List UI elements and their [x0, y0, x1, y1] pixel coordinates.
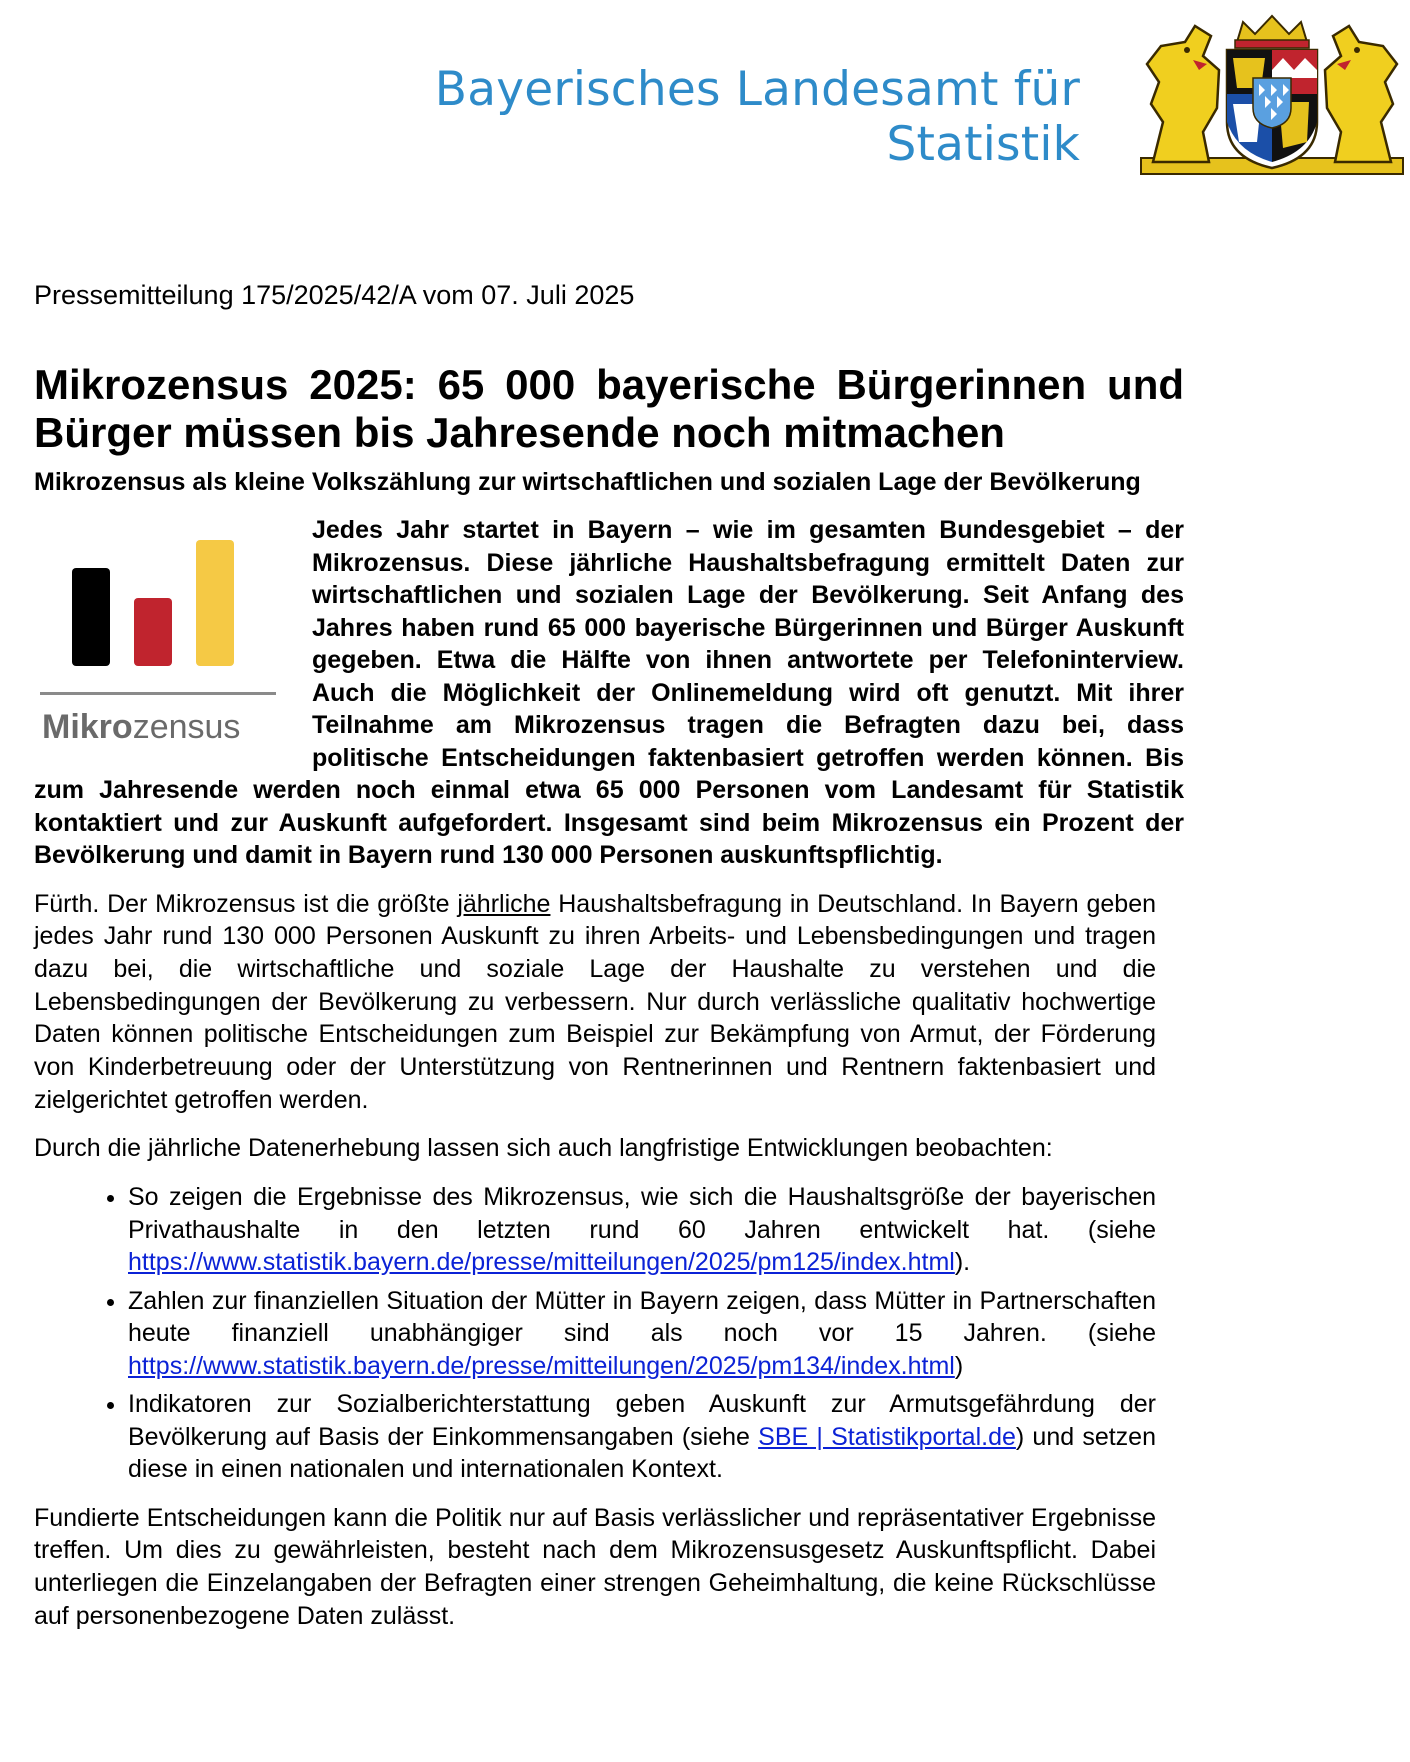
logo-bar-gold — [196, 540, 234, 666]
link-pm134[interactable]: https://www.statistik.bayern.de/presse/mitteilungen/2025/pm134/index.html — [128, 1351, 955, 1380]
press-release — [34, 280, 1184, 1632]
logo-bar-black — [72, 568, 110, 666]
bullet-after: ). — [954, 1248, 971, 1277]
lead-section — [34, 514, 1184, 872]
list-item — [128, 1285, 1156, 1383]
agency-name-line2: Statistik — [886, 117, 1080, 172]
link-pm125[interactable]: https://www.statistik.bayern.de/presse/mitteilungen/2025/pm125/index.html — [128, 1248, 955, 1277]
page-title: Mikrozensus 2025: 65 000 bayerische Bürgerinnen und Bürger müssen bis Jahresende noch mitmachen — [34, 361, 1184, 456]
para1-before: Fürth. Der Mikrozensus ist die größte — [34, 889, 458, 918]
svg-text:Mikrozensus — [42, 708, 240, 746]
bullet-after: ) und setzen diese in einen nationalen und internationalen Kontext. — [128, 1422, 1156, 1484]
logo-text-bold: Mikro — [42, 708, 133, 746]
bullet-text: Zahlen zur finanziellen Situation der Mütter in Bayern zeigen, dass Mütter in Partnerschaften heute finanziell unabhängiger sind als noch vor 15 Jahren. (siehe — [128, 1286, 1156, 1348]
bullet-list — [34, 1181, 1156, 1486]
para1-underlined: jährliche — [457, 889, 551, 918]
bullet-after: ) — [954, 1351, 964, 1380]
bullet-text: Indikatoren zur Sozialberichterstattung geben Auskunft zur Armutsgefährdung der Bevölkerung auf Basis der Einkommensangaben (siehe — [128, 1390, 1156, 1451]
press-release-number: Pressemitteilung 175/2025/42/A vom 07. Juli 2025 — [34, 280, 635, 310]
logo-bar-red — [134, 598, 172, 666]
logo-divider — [40, 692, 276, 695]
link-statistikportal[interactable]: SBE | Statistikportal.de — [758, 1422, 1016, 1451]
body-paragraph-3: Fundierte Entscheidungen kann die Politik nur auf Basis verlässlicher und repräsentativer Ergebnisse treffen. Um dies zu gewährleisten, besteht nach dem Mikrozensusgesetz Auskunftspflicht. Dabei unterliegen die Einzelangaben der Befragten einer strengen Geheimhaltung, die keine Rückschlüsse auf personenbezogene Daten zulässt. — [34, 1503, 1156, 1630]
list-item — [128, 1388, 1156, 1486]
lead-paragraph: Jedes Jahr startet in Bayern – wie im gesamten Bundesgebiet – der Mikrozensus. Diese jährliche Haushaltsbefragung ermittelt Daten zur wirtschaftlichen und sozialen Lage der Bevölkerung. Seit Anfang des Jahres haben rund 65 000 bayerische Bürgerinnen und Bürger Auskunft gegeben. Etwa die Hälfte von ihnen antwortete per Telefoninterview. Auch die Möglichkeit der Onlinemeldung wird oft genutzt. Mit ihrer Teilnahme am Mikrozensus tragen die Befragten dazu bei, dass politische Entscheidungen faktenbasiert getroffen werden können. Bis zum Jahresende werden noch einmal etwa 65 000 Personen vom Landesamt für Statistik kontaktiert und zur Auskunft aufgefordert. Insgesamt sind beim Mikrozensus ein Prozent der Bevölkerung und damit in Bayern rund 130 000 Personen auskunftspflichtig. — [34, 516, 1184, 869]
bullet-text: So zeigen die Ergebnisse des Mikrozensus, wie sich die Haushaltsgröße der bayerischen Privathaushalte in den letzten rund 60 Jahren entwickelt hat. (siehe — [128, 1183, 1156, 1244]
body-paragraph-2: Durch die jährliche Datenerhebung lassen sich auch langfristige Entwicklungen beobachten: — [34, 1134, 1053, 1163]
para1-after: Haushaltsbefragung in Deutschland. In Bayern geben jedes Jahr rund 130 000 Personen Auskunft zu ihren Arbeits- und Lebensbedingungen und tragen dazu bei, die wirtschaftliche und soziale Lage der Haushalte zu verstehen und die Lebensbedingungen der Bevölkerung zu verbessern. Nur durch verlässliche qualitativ hochwertige Daten können politische Entscheidungen zum Beispiel zur Bekämpfung von Armut, der Förderung von Kinderbetreuung oder der Unterstützung von Rentnerinnen und Rentnern faktenbasiert und zielgerichtet getroffen werden. — [34, 889, 1156, 1114]
mikrozensus-logo — [34, 526, 284, 746]
list-item — [128, 1181, 1156, 1279]
coat-of-arms-icon — [1133, 12, 1410, 180]
agency-name-line1: Bayerisches Landesamt für — [434, 62, 1080, 117]
body-paragraph-1 — [34, 888, 1156, 1117]
logo-text-light: zensus — [132, 708, 241, 746]
agency-name — [380, 62, 1080, 172]
subtitle: Mikrozensus als kleine Volkszählung zur wirtschaftlichen und sozialen Lage der Bevölkerung — [34, 468, 1141, 496]
